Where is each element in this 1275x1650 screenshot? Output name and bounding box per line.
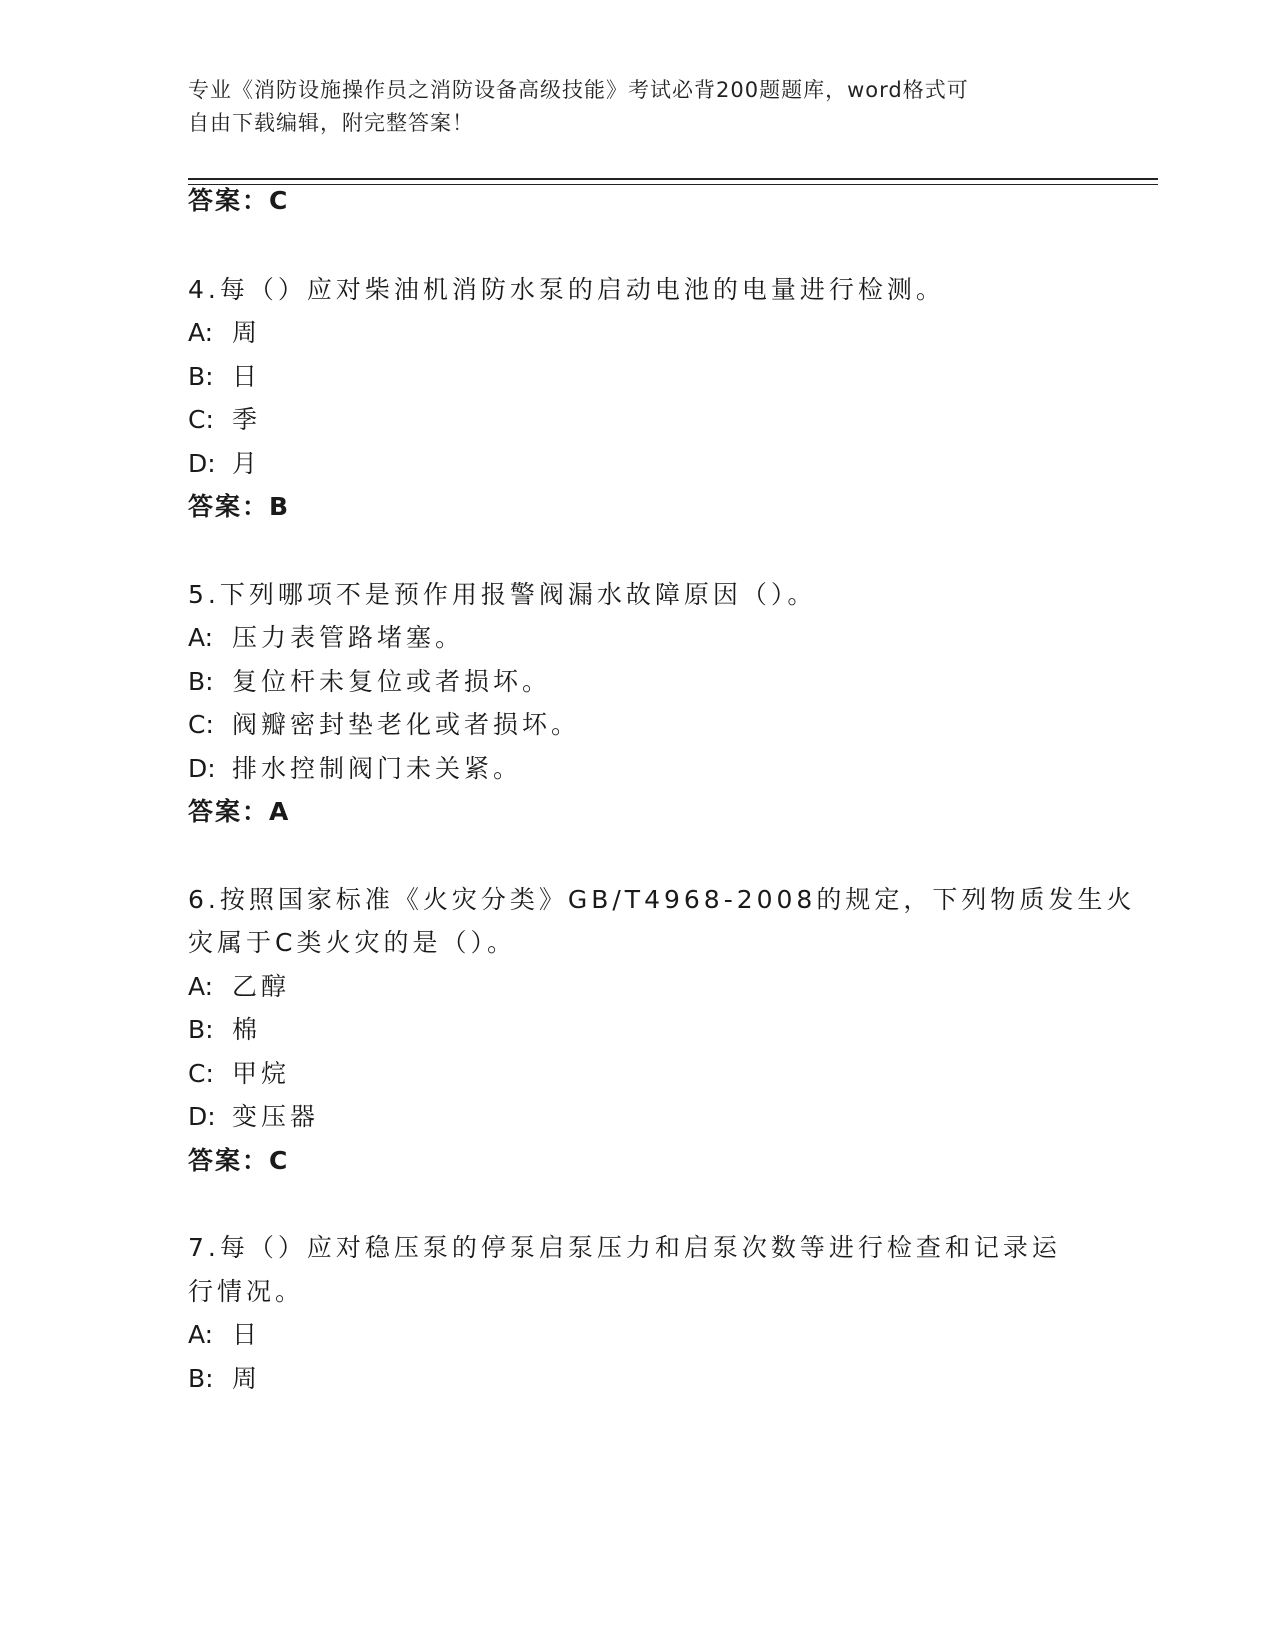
option-key: B: <box>188 1015 214 1044</box>
question-5-answer: 答案：A <box>188 797 291 826</box>
option-text: 甲烷 <box>232 1059 291 1088</box>
question-5-stem: 5.下列哪项不是预作用报警阀漏水故障原因（）。 <box>188 580 817 609</box>
question-7-stem-line-1: 7.每（）应对稳压泵的停泵启泵压力和启泵次数等进行检查和记录运 <box>188 1233 1061 1262</box>
header-line-2: 自由下载编辑，附完整答案！ <box>188 111 474 135</box>
option-key: A: <box>188 972 214 1001</box>
option-text: 复位杆未复位或者损坏。 <box>232 667 552 696</box>
option-key: B: <box>188 1364 214 1393</box>
option-text: 季 <box>232 405 262 434</box>
option-text: 周 <box>232 318 262 347</box>
question-4-option-b <box>188 362 261 392</box>
question-7-option-a <box>188 1320 261 1350</box>
question-6-stem-line-2: 灾属于C类火灾的是（）。 <box>188 928 516 957</box>
option-text: 乙醇 <box>232 972 291 1001</box>
option-text: 棉 <box>232 1015 262 1044</box>
option-key: C: <box>188 710 214 739</box>
document-header <box>188 74 1088 140</box>
question-4-option-d <box>188 449 261 479</box>
option-key: A: <box>188 1320 214 1349</box>
header-line-1: 专业《消防设施操作员之消防设备高级技能》考试必背200题题库，word格式可 <box>188 78 969 102</box>
option-text: 阀瓣密封垫老化或者损坏。 <box>232 710 581 739</box>
question-6-stem-line-1: 6.按照国家标准《火灾分类》GB/T4968-2008的规定，下列物质发生火 <box>188 885 1136 914</box>
question-4-answer: 答案：B <box>188 492 291 521</box>
question-5-option-a <box>188 623 464 653</box>
option-text: 周 <box>232 1364 262 1393</box>
option-key: A: <box>188 318 214 347</box>
option-key: D: <box>188 1102 216 1131</box>
option-key: C: <box>188 405 214 434</box>
question-6-option-a <box>188 972 290 1002</box>
question-5-option-d <box>188 754 522 784</box>
option-text: 月 <box>232 449 262 478</box>
header-rule-thin <box>188 184 1158 185</box>
question-4-stem: 4.每（）应对柴油机消防水泵的启动电池的电量进行检测。 <box>188 275 945 304</box>
answer-prev: 答案：C <box>188 186 290 215</box>
option-text: 日 <box>232 362 262 391</box>
option-key: D: <box>188 449 216 478</box>
question-6-option-b <box>188 1015 261 1045</box>
option-text: 排水控制阀门未关紧。 <box>232 754 523 783</box>
option-key: A: <box>188 623 214 652</box>
question-4-option-c <box>188 405 261 435</box>
question-5-option-c <box>188 710 580 740</box>
option-key: B: <box>188 667 214 696</box>
question-7-stem-line-2: 行情况。 <box>188 1277 305 1306</box>
option-text: 日 <box>232 1320 262 1349</box>
option-key: C: <box>188 1059 214 1088</box>
question-6-option-c <box>188 1059 290 1089</box>
question-7-option-b <box>188 1364 261 1394</box>
option-key: B: <box>188 362 214 391</box>
option-text: 压力表管路堵塞。 <box>232 623 465 652</box>
question-6-option-d <box>188 1102 319 1132</box>
question-4-option-a <box>188 318 261 348</box>
option-key: D: <box>188 754 216 783</box>
question-6-answer: 答案：C <box>188 1146 290 1175</box>
question-5-option-b <box>188 667 551 697</box>
option-text: 变压器 <box>232 1102 320 1131</box>
header-rule-thick <box>188 178 1158 180</box>
